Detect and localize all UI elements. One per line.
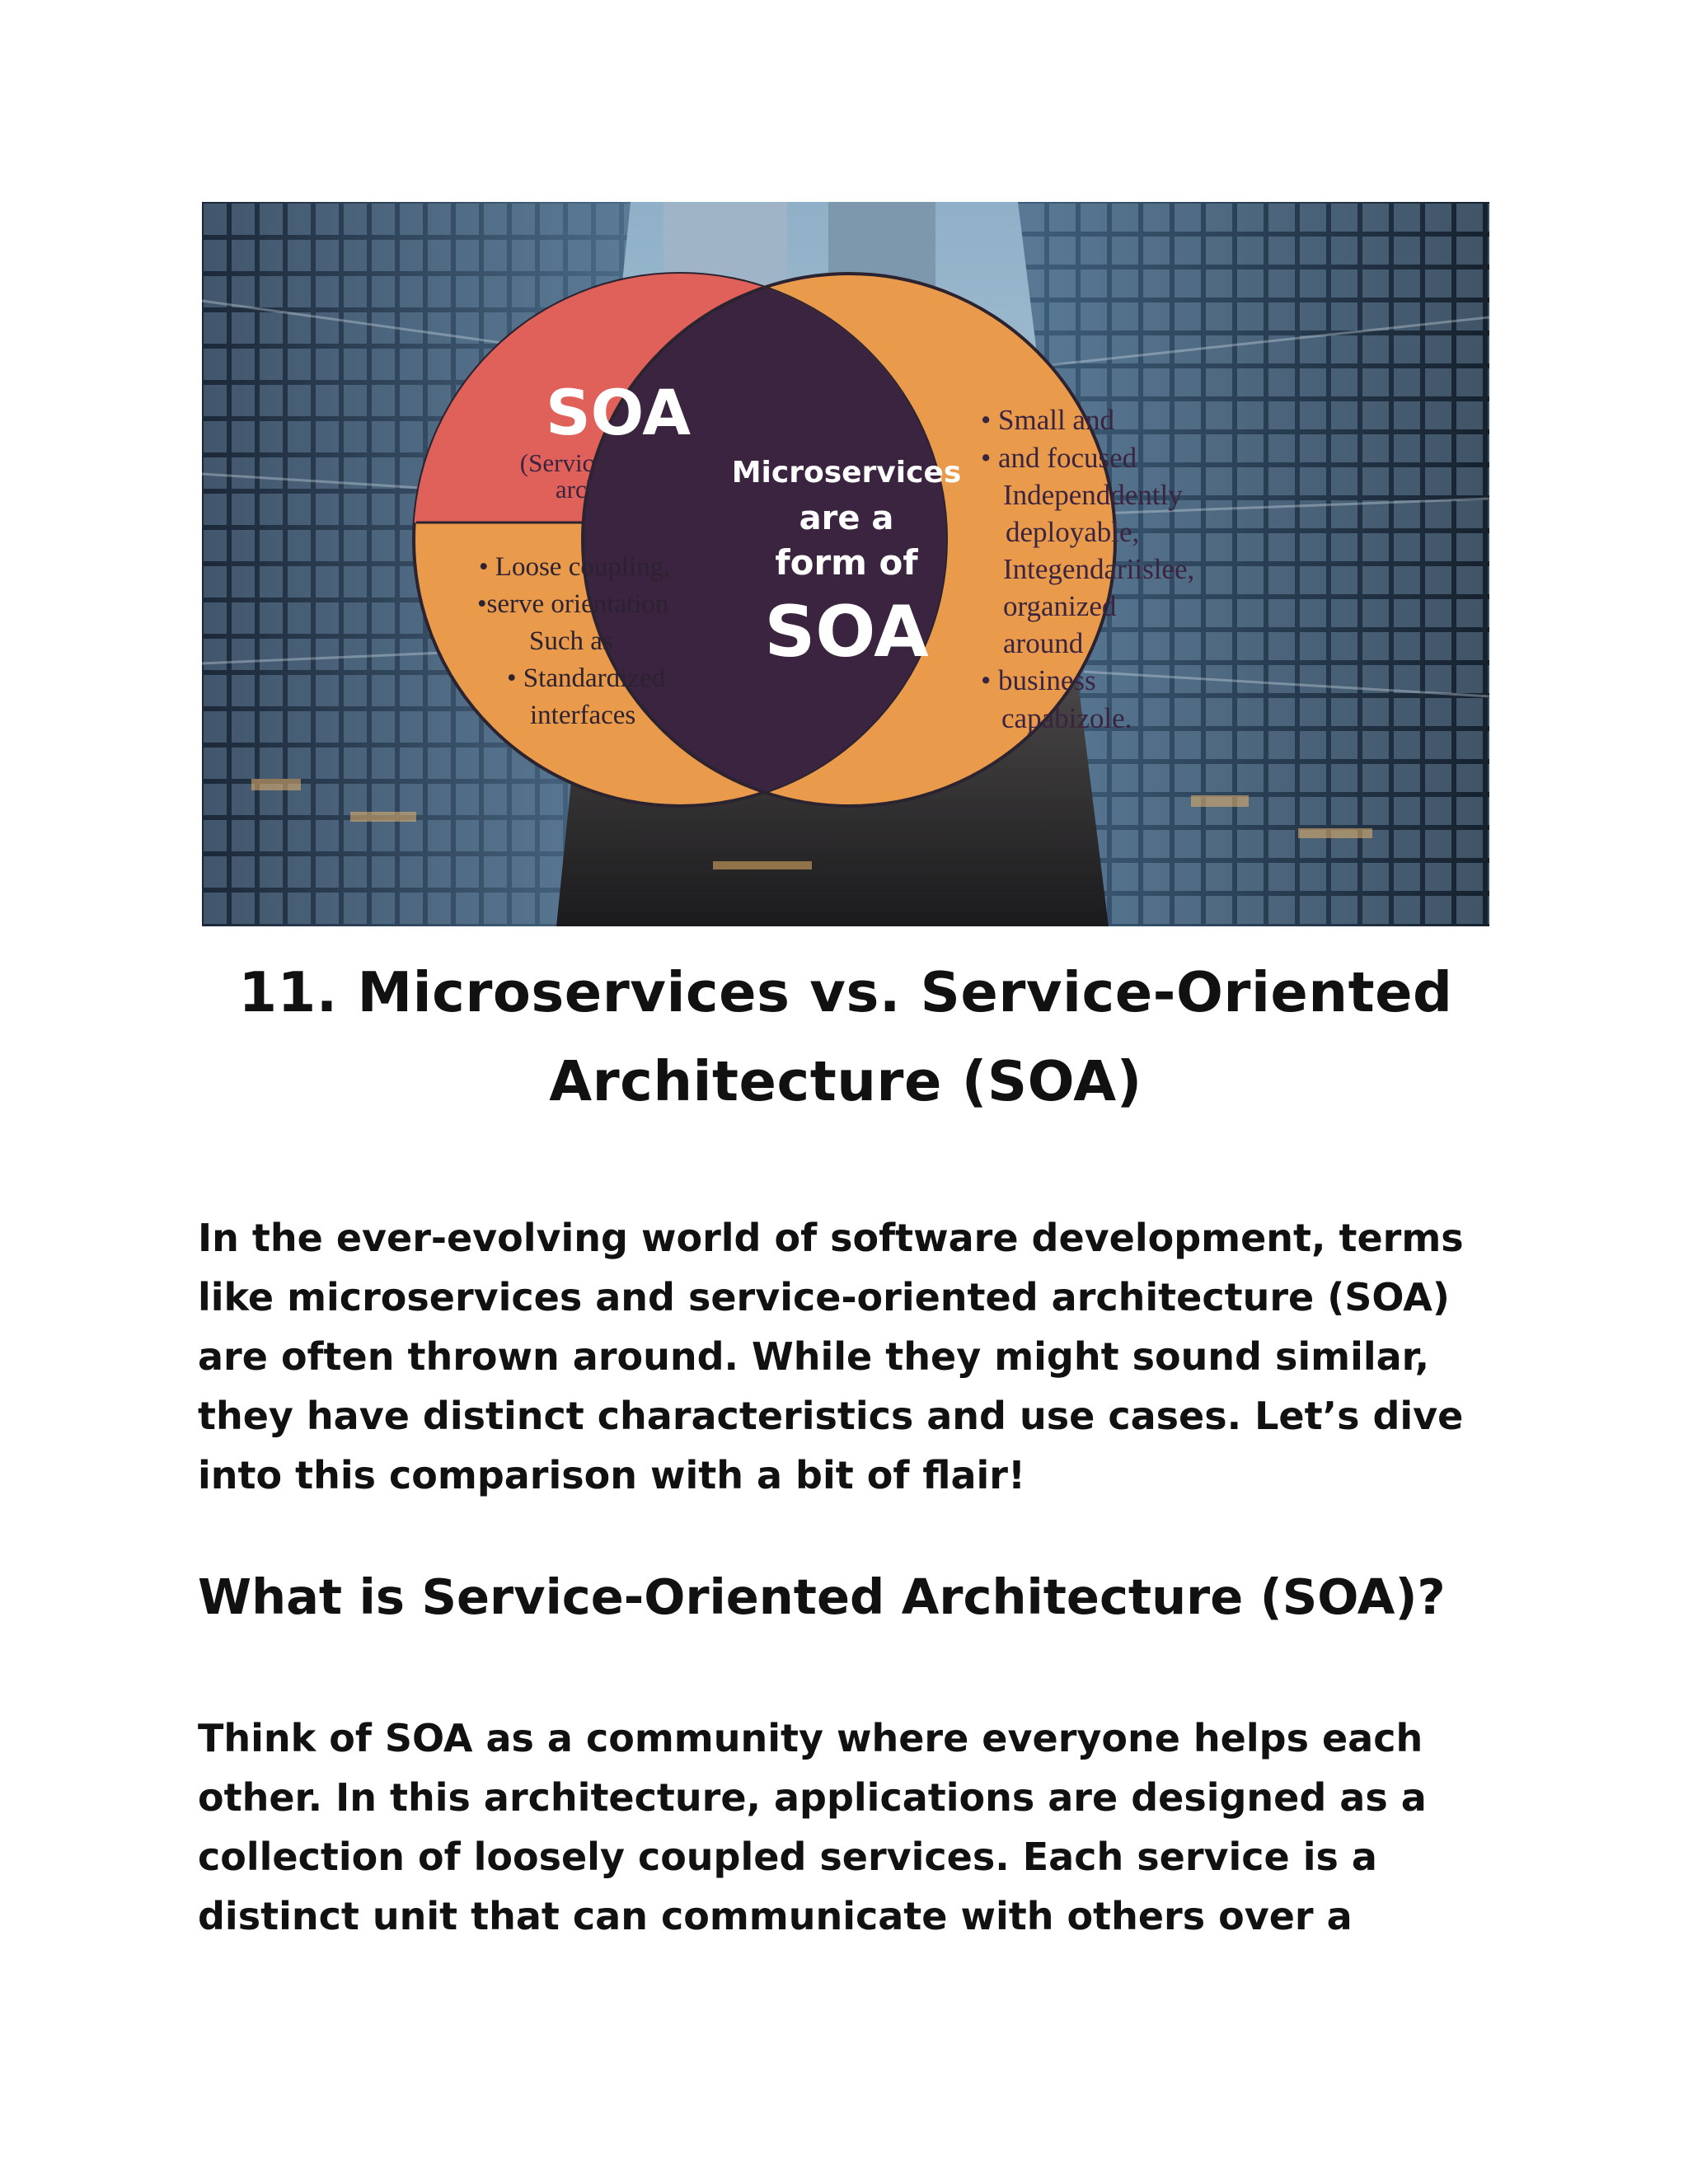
title-line2: Architecture (SOA) (549, 1049, 1142, 1113)
intro-paragraph (198, 1208, 1500, 1505)
intro-line: into this comparison with a bit of flair! (198, 1453, 1025, 1497)
hero-figure (202, 202, 1489, 926)
article-title (202, 948, 1489, 1126)
right-bullet: capabizole. (1001, 702, 1132, 734)
intro-line: like microservices and service-oriented architecture (SOA) (198, 1275, 1450, 1319)
soa-subtitle-line1: (Service-Oriented) (519, 448, 712, 477)
left-bullet: interfaces (530, 701, 636, 730)
left-bullet: Such as (529, 626, 613, 656)
right-bullet: • business (981, 664, 1096, 696)
center-line2: are a (799, 499, 894, 537)
soa-subtitle-line2: architecture (555, 475, 677, 504)
right-bullet: • Small and (981, 404, 1114, 436)
section-heading: What is Service-Oriented Architecture (SOA)? (198, 1568, 1446, 1625)
right-bullet: • and focused (981, 442, 1137, 474)
body-line: Think of SOA as a community where everyone helps each (198, 1716, 1423, 1760)
left-bullet: •serve orientation (477, 589, 669, 619)
intro-line: they have distinct characteristics and use cases. Let’s dive (198, 1394, 1464, 1438)
left-bullet: • Standardized (507, 663, 666, 693)
body-paragraph (198, 1708, 1500, 1946)
center-line1: Microservices (731, 456, 962, 490)
intro-line: In the ever-evolving world of software development, terms (198, 1216, 1464, 1260)
intro-line: are often thrown around. While they might sound similar, (198, 1334, 1430, 1379)
soa-title: SOA (545, 376, 692, 449)
left-bullet: • Loose coupling, (479, 552, 671, 582)
right-bullet: Independdently (1003, 479, 1183, 511)
body-line: distinct unit that can communicate with others over a (198, 1894, 1353, 1938)
body-line: collection of loosely coupled services. Each service is a (198, 1835, 1377, 1879)
body-line: other. In this architecture, applications are designed as a (198, 1775, 1427, 1820)
center-line3: form of (775, 542, 918, 583)
right-bullet: Integendariislee, (1003, 553, 1195, 585)
right-bullet: deployable, (1006, 516, 1140, 548)
center-line4: SOA (764, 591, 929, 673)
right-bullet: around (1003, 627, 1084, 659)
venn-diagram (202, 202, 1489, 926)
right-bullet: organized (1003, 590, 1117, 622)
title-line1: 11. Microservices vs. Service-Oriented (238, 960, 1453, 1024)
